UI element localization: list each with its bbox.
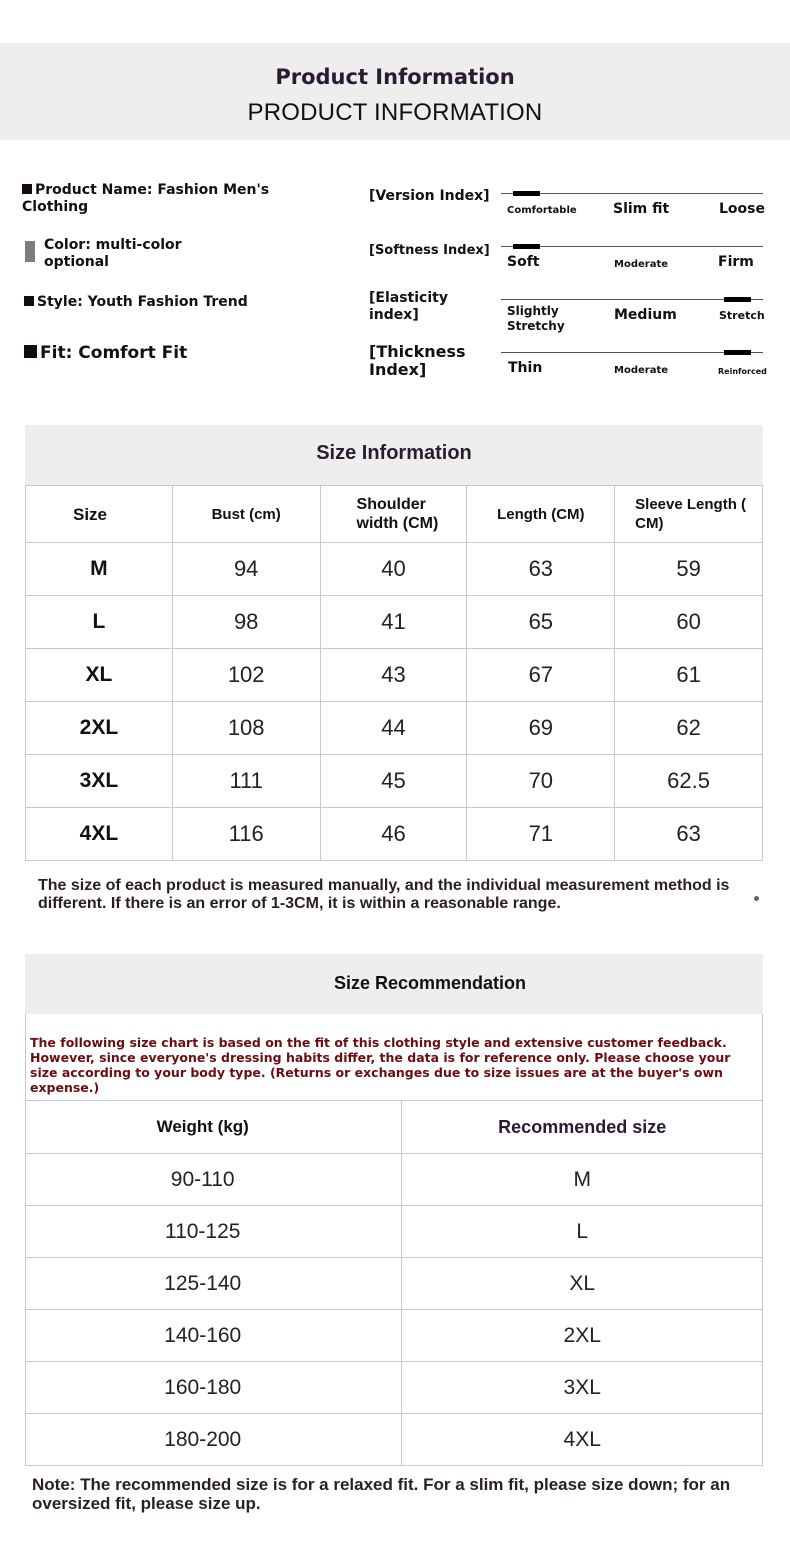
recommendation-disclaimer: The following size chart is based on the fit of this clothing style and extensive customer feedback. However, since everyone's dressing habits differ, the data is for reference only. Please choose your size according to your body type. (Returns or exchanges due to size issues are at the buyer's own expense.) [30, 1035, 731, 1095]
dot-mark-icon [754, 896, 759, 901]
length-cell: 65 [467, 596, 615, 649]
elasticity-index-option-slightly-stretchy: Slightly Stretchy [507, 304, 565, 333]
version-index-scale [501, 193, 763, 194]
column-header-bust: Bust (cm) [172, 486, 320, 543]
size-cell: M [26, 543, 173, 596]
shoulder-cell: 41 [320, 596, 467, 649]
size-cell: XL [26, 649, 173, 702]
size-cell: 4XL [26, 808, 173, 861]
sleeve-cell: 62 [615, 702, 763, 755]
softness-index-label: [Softness Index] [369, 243, 490, 258]
version-index-option-loose: Loose [719, 201, 765, 217]
thickness-index-label: [Thickness Index] [369, 342, 466, 379]
thickness-index-option-moderate: Moderate [614, 365, 669, 376]
bust-cell: 108 [172, 702, 320, 755]
column-header-recommended-size: Recommended size [402, 1101, 763, 1154]
recommended-size-cell: L [402, 1206, 763, 1258]
softness-index-option-firm: Firm [718, 254, 754, 270]
shoulder-cell: 45 [320, 755, 467, 808]
fit-note: Note: The recommended size is for a relaxed fit. For a slim fit, please size down; for an oversized fit, please size up. [32, 1475, 731, 1513]
bust-cell: 98 [172, 596, 320, 649]
sleeve-cell: 62.5 [615, 755, 763, 808]
thickness-index-marker [724, 350, 751, 355]
size-cell: 3XL [26, 755, 173, 808]
version-index-option-slim-fit: Slim fit [613, 201, 670, 217]
table-row [26, 1310, 763, 1362]
measurement-note: The size of each product is measured manually, and the individual measurement method is different. If there is an error of 1-3CM, it is within a reasonable range. [38, 877, 730, 912]
weight-cell: 90-110 [26, 1154, 402, 1206]
attribute-color: Color: multi-color optional [44, 237, 182, 270]
length-cell: 63 [467, 543, 615, 596]
column-header-weight: Weight (kg) [26, 1101, 402, 1154]
table-row [26, 1206, 763, 1258]
table-row [26, 1258, 763, 1310]
page-title: Product Information [275, 65, 515, 89]
table-row [26, 1362, 763, 1414]
color-swatch-icon [25, 241, 35, 262]
length-cell: 70 [467, 755, 615, 808]
softness-index-marker [513, 244, 540, 249]
elasticity-index-option-stretch: Stretch [719, 309, 765, 322]
elasticity-index-label: [Elasticity index] [369, 290, 448, 323]
shoulder-cell: 43 [320, 649, 467, 702]
elasticity-index-option-medium: Medium [614, 307, 677, 323]
version-index-label: [Version Index] [369, 188, 490, 204]
length-cell: 69 [467, 702, 615, 755]
thickness-index-option-reinforced: Reinforced [718, 367, 767, 376]
size-recommendation-title: Size Recommendation [25, 954, 763, 1014]
shoulder-cell: 44 [320, 702, 467, 755]
recommended-size-cell: 3XL [402, 1362, 763, 1414]
shoulder-cell: 46 [320, 808, 467, 861]
size-information-table [25, 485, 763, 861]
size-recommendation-table [25, 1100, 763, 1466]
length-cell: 67 [467, 649, 615, 702]
column-header-sleeve-length: Sleeve Length ( CM) [615, 486, 763, 543]
size-cell: L [26, 596, 173, 649]
shoulder-cell: 40 [320, 543, 467, 596]
recommended-size-cell: 2XL [402, 1310, 763, 1362]
softness-index-scale [501, 246, 763, 247]
elasticity-index-marker [724, 297, 751, 302]
table-row [26, 808, 763, 861]
weight-cell: 180-200 [26, 1414, 402, 1466]
weight-cell: 160-180 [26, 1362, 402, 1414]
table-header-row [26, 486, 763, 543]
bust-cell: 94 [172, 543, 320, 596]
column-header-length: Length (CM) [467, 486, 615, 543]
weight-cell: 140-160 [26, 1310, 402, 1362]
attribute-fit: Fit: Comfort Fit [24, 345, 224, 362]
table-header-row [26, 1101, 763, 1154]
weight-cell: 125-140 [26, 1258, 402, 1310]
size-information-title: Size Information [25, 425, 763, 485]
attribute-style: Style: Youth Fashion Trend [24, 294, 264, 311]
sleeve-cell: 61 [615, 649, 763, 702]
table-row [26, 1414, 763, 1466]
sleeve-cell: 59 [615, 543, 763, 596]
size-cell: 2XL [26, 702, 173, 755]
softness-index-option-moderate: Moderate [614, 259, 669, 270]
thickness-index-option-thin: Thin [508, 360, 543, 376]
softness-index-option-soft: Soft [507, 254, 540, 270]
table-row [26, 755, 763, 808]
table-row [26, 1154, 763, 1206]
table-row [26, 596, 763, 649]
recommended-size-cell: M [402, 1154, 763, 1206]
table-row [26, 543, 763, 596]
product-information-header [0, 43, 790, 140]
recommended-size-cell: 4XL [402, 1414, 763, 1466]
square-bullet-icon [24, 296, 34, 306]
version-index-option-comfortable: Comfortable [507, 205, 577, 216]
attribute-product-name: Product Name: Fashion Men's Clothing [22, 182, 270, 215]
table-row [26, 702, 763, 755]
column-header-shoulder-width: Shoulder width (CM) [320, 486, 467, 543]
recommended-size-cell: XL [402, 1258, 763, 1310]
version-index-marker [513, 191, 540, 196]
bust-cell: 111 [172, 755, 320, 808]
square-bullet-icon [22, 184, 32, 194]
sleeve-cell: 63 [615, 808, 763, 861]
page-subtitle: PRODUCT INFORMATION [247, 99, 543, 126]
square-bullet-icon [24, 345, 37, 358]
weight-cell: 110-125 [26, 1206, 402, 1258]
sleeve-cell: 60 [615, 596, 763, 649]
bust-cell: 102 [172, 649, 320, 702]
table-row [26, 649, 763, 702]
length-cell: 71 [467, 808, 615, 861]
column-header-size: Size [26, 486, 173, 543]
bust-cell: 116 [172, 808, 320, 861]
